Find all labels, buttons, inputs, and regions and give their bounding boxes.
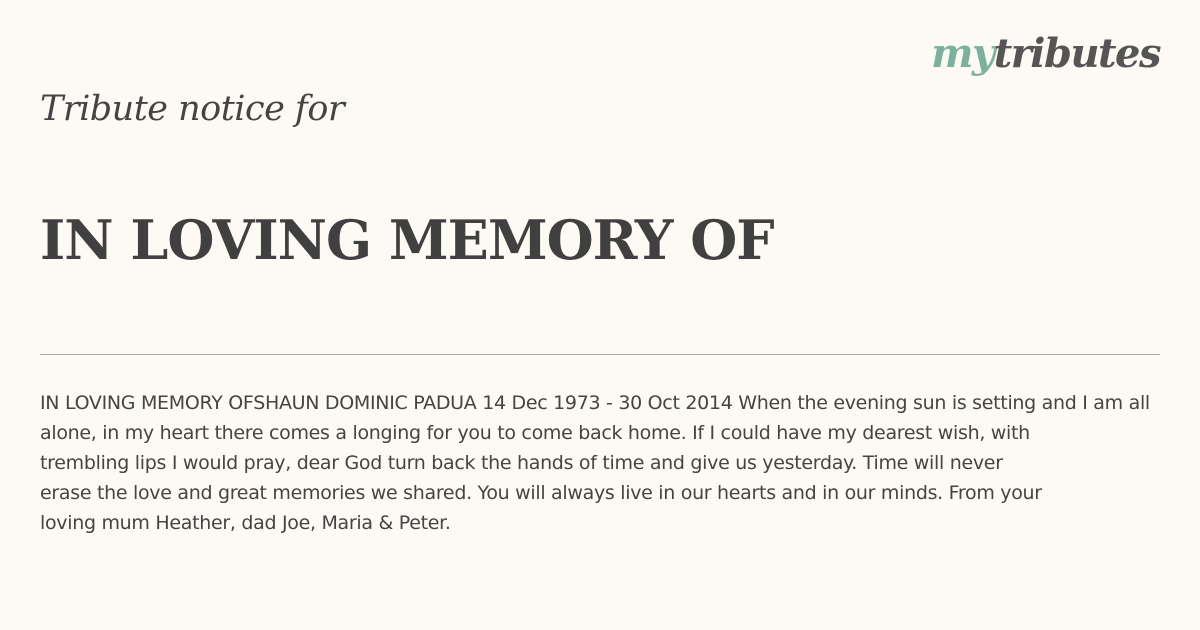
tribute-message: IN LOVING MEMORY OFSHAUN DOMINIC PADUA 14 Dec 1973 - 30 Oct 2014 When the evening sun is setting and I am all alone, in my heart there comes a longing for you to come back home. If I could have my dearest wish, with trembling lips I would pray, dear God turn back the hands of time and give us yesterday. Time will never erase the love and great memories we shared. You will always live in our hearts and in our minds. From your loving mum Heather, dad Joe, Maria & Peter.: [40, 392, 1150, 534]
logo-prefix: my: [931, 30, 994, 77]
tribute-notice-subtitle: Tribute notice for: [40, 89, 345, 129]
logo-suffix: tributes: [993, 30, 1160, 77]
mytributes-logo[interactable]: [931, 30, 1160, 77]
deceased-name-heading: IN LOVING MEMORY OF: [40, 208, 774, 272]
divider: [40, 354, 1160, 355]
